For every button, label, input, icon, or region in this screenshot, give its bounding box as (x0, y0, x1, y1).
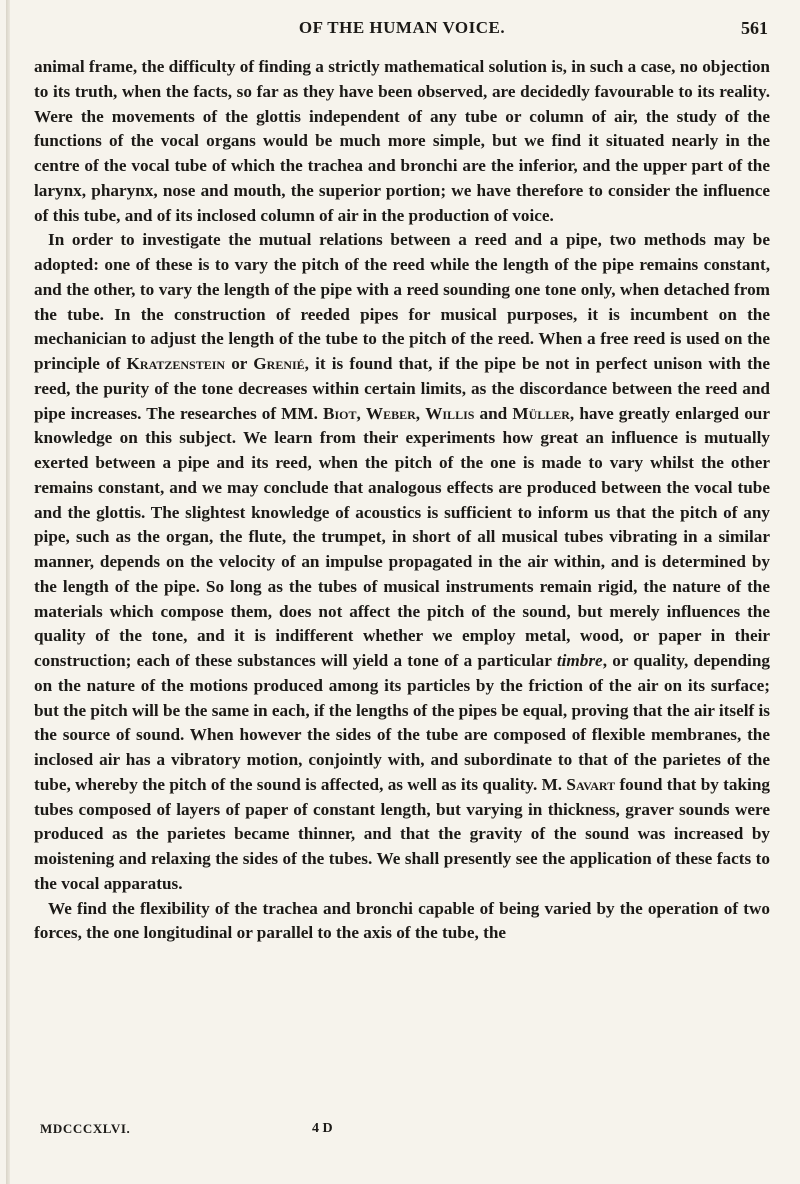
body-text (34, 55, 770, 946)
page-binding-edge (6, 0, 10, 1184)
text-run: We find the flexibility of the trachea and bronchi capable of being varied by the operation of two forces, the one longitudinal or parallel to the axis of the tube, the (34, 898, 770, 943)
person-name: Müller (512, 403, 570, 423)
text-run: , have greatly enlarged our knowledge on this subject. We learn from their experiments how great an influence is mutually exerted between a pipe and its reed, when the pitch of the one is made to vary whilst the other remains constant, and we may conclude that analogous effects are produced between the vocal tube and the glottis. The slightest knowledge of acoustics is sufficient to inform us that the pitch of any pipe, such as the organ, the flute, the trumpet, in short of all musical tubes vibrating in a similar manner, depends on the velocity of an impulse propagated in the air within, and is determined by the length of the pipe. So long as the tubes of musical instruments remain rigid, the nature of the materials which compose them, does not affect the pitch of the sound, but merely influences the quality of the tone, and it is indifferent whether we employ metal, wood, or paper in their construction; each of these substances will yield a tone of a particular (34, 403, 770, 670)
text-run: , (356, 403, 366, 423)
text-run: animal frame, the difficulty of finding a strictly mathematical solution is, in such a case, no objection to its truth, when the facts, so far as they have been observed, are decidedly favourable to its reality. Were the movements of the glottis independent of any tube or column of air, the study of the functions of the vocal organs would be much more simple, but we find it situated nearly in the centre of the vocal tube of which the trachea and bronchi are the inferior, and the upper part of the larynx, pharynx, nose and mouth, the superior portion; we have therefore to consider the influence of this tube, and of its inclosed column of air in the production of voice. (34, 57, 770, 225)
footer-year-signature: MDCCCXLVI. (40, 1121, 131, 1136)
person-name: Willis (425, 403, 475, 423)
person-name: Weber (365, 403, 416, 423)
person-name: Biot (323, 403, 357, 423)
person-name: Kratzenstein (126, 354, 226, 373)
running-header (36, 18, 768, 46)
text-run: and (474, 403, 513, 423)
text-run: In order to investigate the mutual relations between a reed and a pipe, two methods may be adopted: one of these is to vary the pitch of the reed while the length of the pipe remains constant, and the other, to vary the length of the pipe with a reed sounding one tone only, when detached from the tube. In the construction of reeded pipes for musical purposes, it is incumbent on the mechanician to adjust the length of the tube to the pitch of the reed. When a free reed is used on the principle of (34, 230, 770, 373)
text-run: , or quality, depending on the nature of the motions produced among its particles by the friction of the air on its surface; but the pitch will be the same in each, if the lengths of the pipes be equal, proving that the air itself is the source of sound. When however the sides of the tube are composed of flexible membranes, the inclosed air has a vibratory motion, conjointly with, and subordinate to that of the parietes of the tube, whereby the pitch of the sound is affected, as well as its quality. M. (34, 651, 770, 794)
paragraph (34, 228, 770, 896)
running-title: OF THE HUMAN VOICE. (298, 18, 506, 37)
italic-term: timbre (556, 651, 603, 670)
person-name: Grenié (253, 354, 305, 373)
text-run: or (225, 354, 254, 373)
page-number: 561 (741, 18, 768, 38)
person-name: Savart (566, 774, 616, 794)
text-run: , it is found that, if the pipe be not in perfect unison with the reed, the purity of the tone decreases within certain limits, as the discordance between the reed and pipe increases. The researches of MM. (34, 354, 770, 423)
paragraph (34, 897, 770, 947)
footer-sheet-mark: 4 D (312, 1121, 333, 1136)
text-run: found that by taking tubes composed of layers of paper of constant length, but varying in thickness, graver sounds were produced as the parietes became thinner, and that the gravity of the sound was increased by moistening and relaxing the sides of the tubes. We shall presently see the application of these facts to the vocal apparatus. (34, 774, 770, 893)
page-footer (40, 1121, 440, 1143)
text-run: , (415, 403, 426, 423)
paragraph (34, 55, 770, 228)
